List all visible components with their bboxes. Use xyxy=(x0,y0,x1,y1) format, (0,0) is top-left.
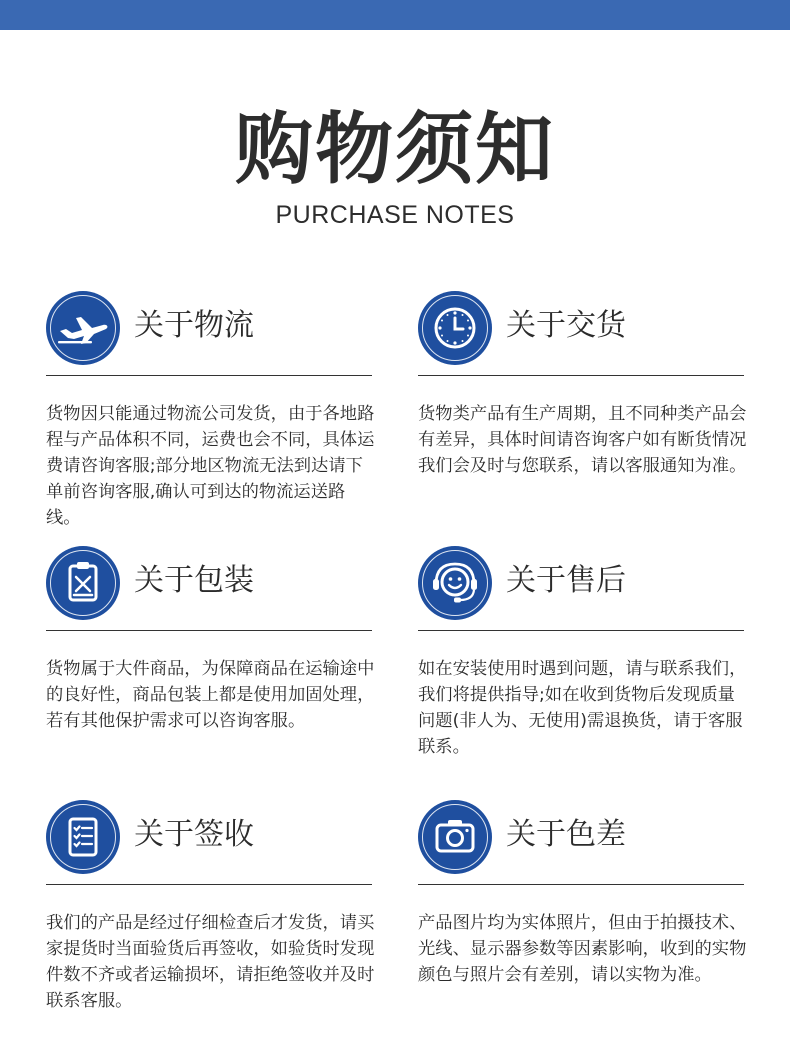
section-text: 货物属于大件商品，为保障商品在运输途中的良好性，商品包装上都是使用加固处理，若有其他保护需求可以咨询客服。 xyxy=(46,659,375,731)
section-title: 关于售后 xyxy=(506,563,626,598)
clock-icon xyxy=(418,291,492,365)
section-divider xyxy=(46,630,372,631)
section-packaging xyxy=(46,546,375,734)
package-icon xyxy=(46,546,120,620)
section-divider xyxy=(418,375,744,376)
camera-icon xyxy=(418,800,492,874)
section-color-difference xyxy=(418,800,747,988)
section-divider xyxy=(418,884,744,885)
page-title: 购物须知 xyxy=(234,105,555,195)
section-text: 我们的产品是经过仔细检查后才发货，请买家提货时当面验货后再签收，如验货时发现件数不齐或者运输损坏，请拒绝签收并及时联系客服。 xyxy=(46,913,375,1011)
checklist-icon xyxy=(46,800,120,874)
section-text: 货物类产品有生产周期，且不同种类产品会有差异，具体时间请咨询客户如有断货情况我们会及时与您联系，请以客服通知为准。 xyxy=(418,404,747,476)
section-title: 关于色差 xyxy=(506,817,626,852)
airplane-icon xyxy=(46,291,120,365)
section-title: 关于物流 xyxy=(134,308,254,343)
section-text: 货物因只能通过物流公司发货，由于各地路程与产品体积不同，运费也会不同，具体运费请咨询客服;部分地区物流无法到达请下单前咨询客服,确认可到达的物流运送路线。 xyxy=(46,404,375,528)
top-accent-bar xyxy=(0,0,790,30)
section-title: 关于签收 xyxy=(134,817,254,852)
section-signing xyxy=(46,800,375,1014)
section-divider xyxy=(46,375,372,376)
section-divider xyxy=(46,884,372,885)
section-after-sales xyxy=(418,546,747,760)
section-divider xyxy=(418,630,744,631)
headset-icon xyxy=(418,546,492,620)
section-title: 关于包装 xyxy=(134,563,254,598)
section-text: 如在安装使用时遇到问题，请与联系我们，我们将提供指导;如在收到货物后发现质量问题(非人为、无使用)需退换货，请于客服联系。 xyxy=(418,659,747,757)
section-title: 关于交货 xyxy=(506,308,626,343)
section-delivery xyxy=(418,291,747,479)
section-logistics xyxy=(46,291,375,531)
section-text: 产品图片均为实体照片，但由于拍摄技术、光线、显示器参数等因素影响，收到的实物颜色与照片会有差别，请以实物为准。 xyxy=(418,913,747,985)
page-subtitle: PURCHASE NOTES xyxy=(275,201,515,229)
